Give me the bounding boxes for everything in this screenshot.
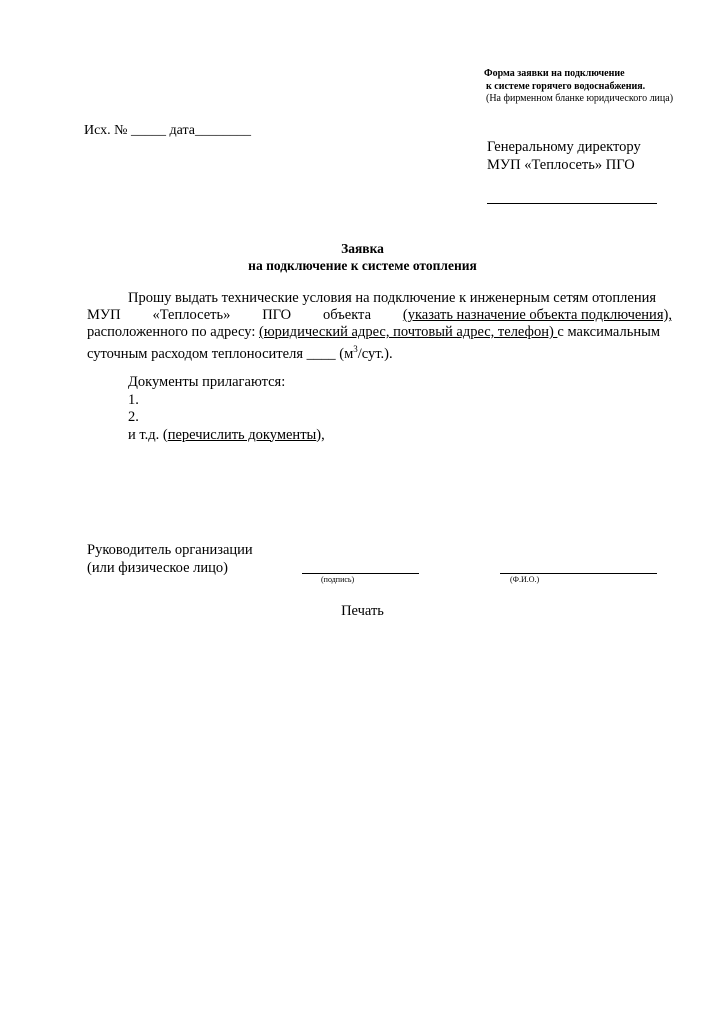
addressee-line1: Генеральному директору [487,139,641,155]
body-line4 [87,341,672,363]
signature-blank-line [302,573,419,574]
signature-caption: (подпись) [321,575,355,584]
documents-etc [128,427,325,445]
body-line4-suffix: /сут.). [357,345,393,362]
body-line3-suffix: с максимальным [557,324,661,340]
documents-list-placeholder: перечислить документы [167,426,317,443]
documents-etc-suffix: ), [316,426,325,443]
body-line2-object: объекта [323,307,372,323]
signatory-line1: Руководитель организации [87,542,253,558]
documents-heading: Документы прилагаются: [128,374,286,390]
document-title [0,240,725,274]
full-name-caption: (Ф.И.О.) [510,575,540,584]
body-line4-superscript: 3 [353,344,358,354]
body-line3-prefix: расположенного по адресу: [87,324,260,340]
body-line4-prefix: суточным расходом теплоносителя ____ (м [87,345,354,362]
documents-item-2: 2. [128,409,139,425]
form-note-line3: (На фирменном бланке юридического лица) [486,93,674,104]
body-line2-name: «Теплосеть» [152,307,231,323]
addressee-line2: МУП «Теплосеть» ПГО [487,157,635,173]
full-name-blank-line [500,573,657,574]
body-line2 [87,307,672,324]
documents-etc-prefix: и т.д. ( [128,426,168,443]
object-purpose-placeholder: (указать назначение объекта подключения), [402,307,672,323]
body-line1: Прошу выдать технические условия на подключение к инженерным сетям отопления [128,290,657,306]
stamp-label: Печать [341,603,384,619]
body-line2-city: ПГО [262,307,292,323]
body-line2-org: МУП [87,307,121,323]
attached-documents [128,374,325,444]
body-line3 [87,324,672,341]
title-line2: на подключение к системе отопления [248,258,477,273]
address-placeholder: (юридический адрес, почтовый адрес, телефон) [259,324,558,340]
signatory [87,541,253,577]
form-note-line1: Форма заявки на подключение [484,68,625,79]
addressee [487,138,641,174]
request-body [87,290,672,363]
signatory-line2: (или физическое лицо) [87,560,229,576]
title-line1: Заявка [341,241,384,256]
reference-number-date: Исх. № _____ дата________ [84,123,251,138]
form-note-line2: к системе горячего водоснабжения. [486,80,646,92]
form-note [484,68,673,106]
addressee-blank-line [487,203,657,204]
documents-item-1: 1. [128,391,139,408]
